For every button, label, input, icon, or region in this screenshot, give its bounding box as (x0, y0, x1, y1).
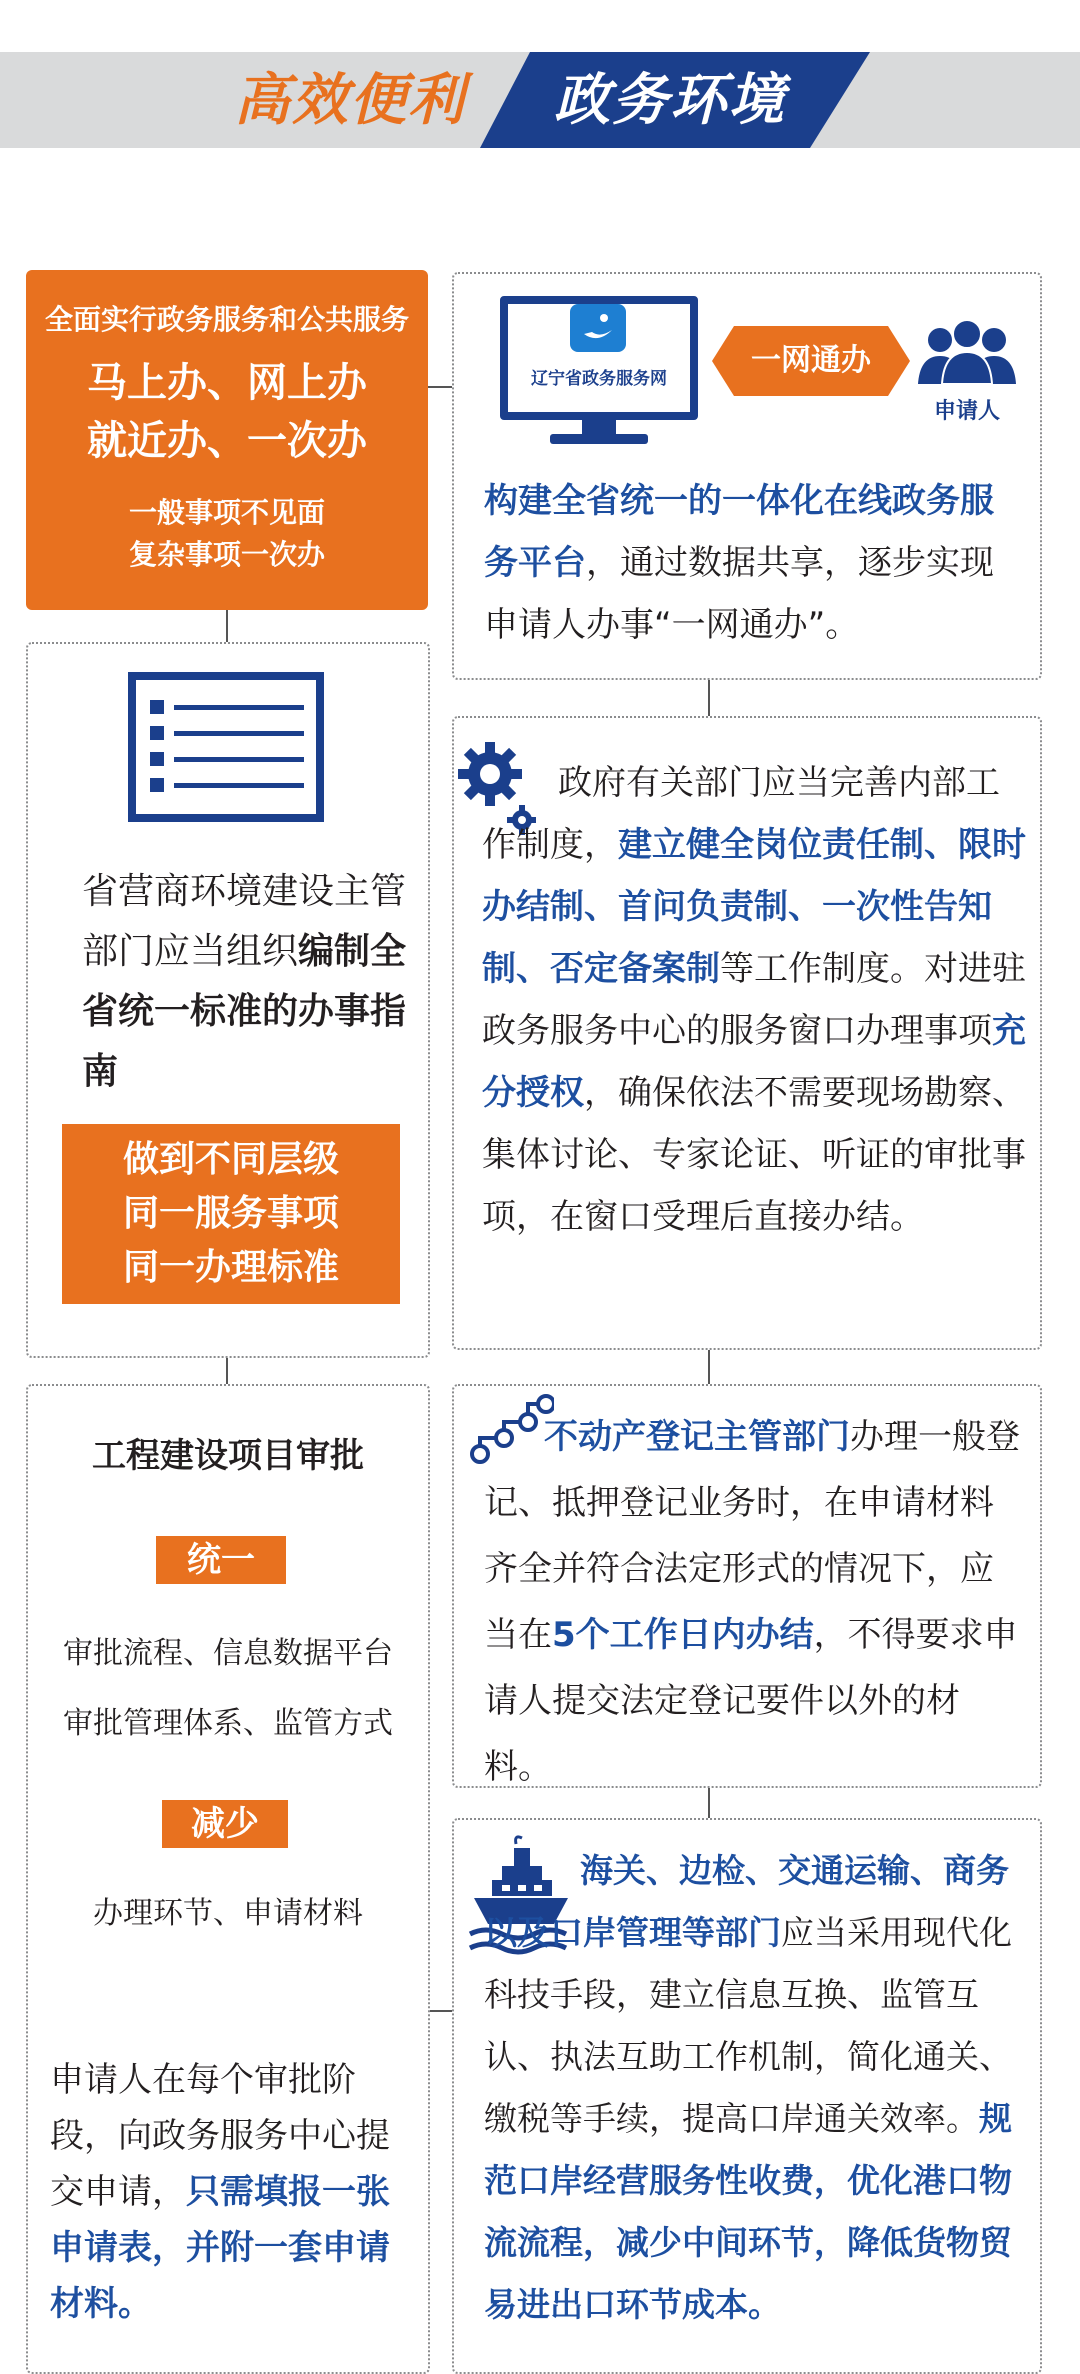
paragraph-highlight: 只需填报一张申请表，并附一套申请材料。 (50, 2172, 390, 2324)
reduce-line1: 办理环节、申请材料 (93, 1896, 363, 1931)
project-approval-title: 工程建设项目审批 (92, 1436, 364, 1476)
connector-line (708, 680, 710, 716)
monitor-label: 辽宁省政务服务网 (531, 369, 667, 389)
connector-line (226, 1358, 228, 1384)
standard-line3: 同一办理标准 (122, 1247, 339, 1288)
standard-line2: 同一服务事项 (122, 1193, 339, 1234)
one-network-label: 一网通办 (751, 343, 871, 378)
real-estate-highlight1: 不动产登记主管部门 (544, 1417, 850, 1457)
monitor-base (550, 434, 648, 444)
reduce-tag: 减少 (162, 1800, 288, 1848)
internal-text-highlight2: 充分授权 (482, 1011, 1026, 1113)
online-platform-plain: ，通过数据共享，逐步实现申请人办事“一网通办”。 (484, 543, 994, 645)
connector-line (226, 610, 228, 642)
internal-text-highlight1: 建立健全岗位责任制、限时办结制、首问负责制、一次性告知制、否定备案制 (482, 825, 1026, 989)
connector-line (708, 1350, 710, 1384)
service-summary-box (26, 270, 428, 610)
header-title-orange: 高效便利 (234, 67, 466, 133)
port-highlight2: 规范口岸经营服务性收费，优化港口物流流程，减少中间环节，降低货物贸易进出口环节成本。 (484, 2099, 1012, 2324)
unify-line2: 审批管理体系、监管方式 (63, 1706, 393, 1741)
connector-line (430, 2010, 452, 2012)
guide-text (82, 862, 412, 1102)
real-estate-text (484, 1404, 1024, 1800)
real-estate-highlight2: 5个工作日内办结 (552, 1615, 814, 1655)
service-slogan-line2: 就近办、一次办 (87, 418, 367, 464)
port-text (484, 1840, 1040, 2336)
online-platform-highlight: 构建全省统一的一体化在线政务服务平台 (484, 481, 994, 583)
document-list-icon (128, 672, 324, 822)
port-highlight1: 海关、边检、交通运输、商务以及口岸管理等部门 (484, 1851, 1009, 1952)
online-platform-text (484, 470, 1024, 656)
header-title-blue: 政务环境 (554, 67, 786, 133)
people-icon (912, 318, 1022, 388)
service-note-line2: 复杂事项一次办 (128, 538, 325, 571)
unify-line1: 审批流程、信息数据平台 (63, 1636, 393, 1671)
applicant-label: 申请人 (933, 398, 1000, 424)
real-estate-part1: 办理一般登记、抵押登记业务时，在申请材料齐全并符合法定形式的情况下，应当在 (484, 1417, 1020, 1655)
real-estate-part2: ，不得要求申请人提交法定登记要件以外的材料。 (484, 1615, 1018, 1787)
internal-text-part2: 等工作制度。对进驻政务服务中心的服务窗口办理事项 (482, 949, 1026, 1051)
guide-text-bold: 编制全省统一标准的办事指南 (82, 931, 407, 1092)
port-part1: 应当采用现代化科技手段，建立信息互换、监管互认、执法互助工作机制，简化通关、缴税等手续，提高口岸通关效率。 (484, 1913, 1012, 2138)
unify-tag: 统一 (156, 1536, 286, 1584)
internal-system-text (482, 752, 1030, 1248)
guide-text-plain: 省营商环境建设主管部门应当组织 (82, 871, 407, 972)
service-slogan-line1: 马上办、网上办 (87, 360, 367, 406)
app-logo-icon (570, 304, 626, 352)
service-summary-heading: 全面实行政务服务和公共服务 (44, 303, 409, 336)
internal-text-part1: 政府有关部门应当完善内部工作制度， (482, 763, 1000, 865)
connector-line (428, 386, 452, 388)
standard-line1: 做到不同层级 (122, 1139, 339, 1180)
project-approval-paragraph (50, 2052, 422, 2332)
standard-box (62, 1124, 400, 1304)
internal-text-part3: ，确保依法不需要现场勘察、集体讨论、专家论证、听证的审批事项，在窗口受理后直接办结。 (482, 1073, 1026, 1237)
service-note-line1: 一般事项不见面 (128, 496, 325, 529)
paragraph-plain: 申请人在每个审批阶段，向政务服务中心提交申请， (50, 2060, 390, 2212)
